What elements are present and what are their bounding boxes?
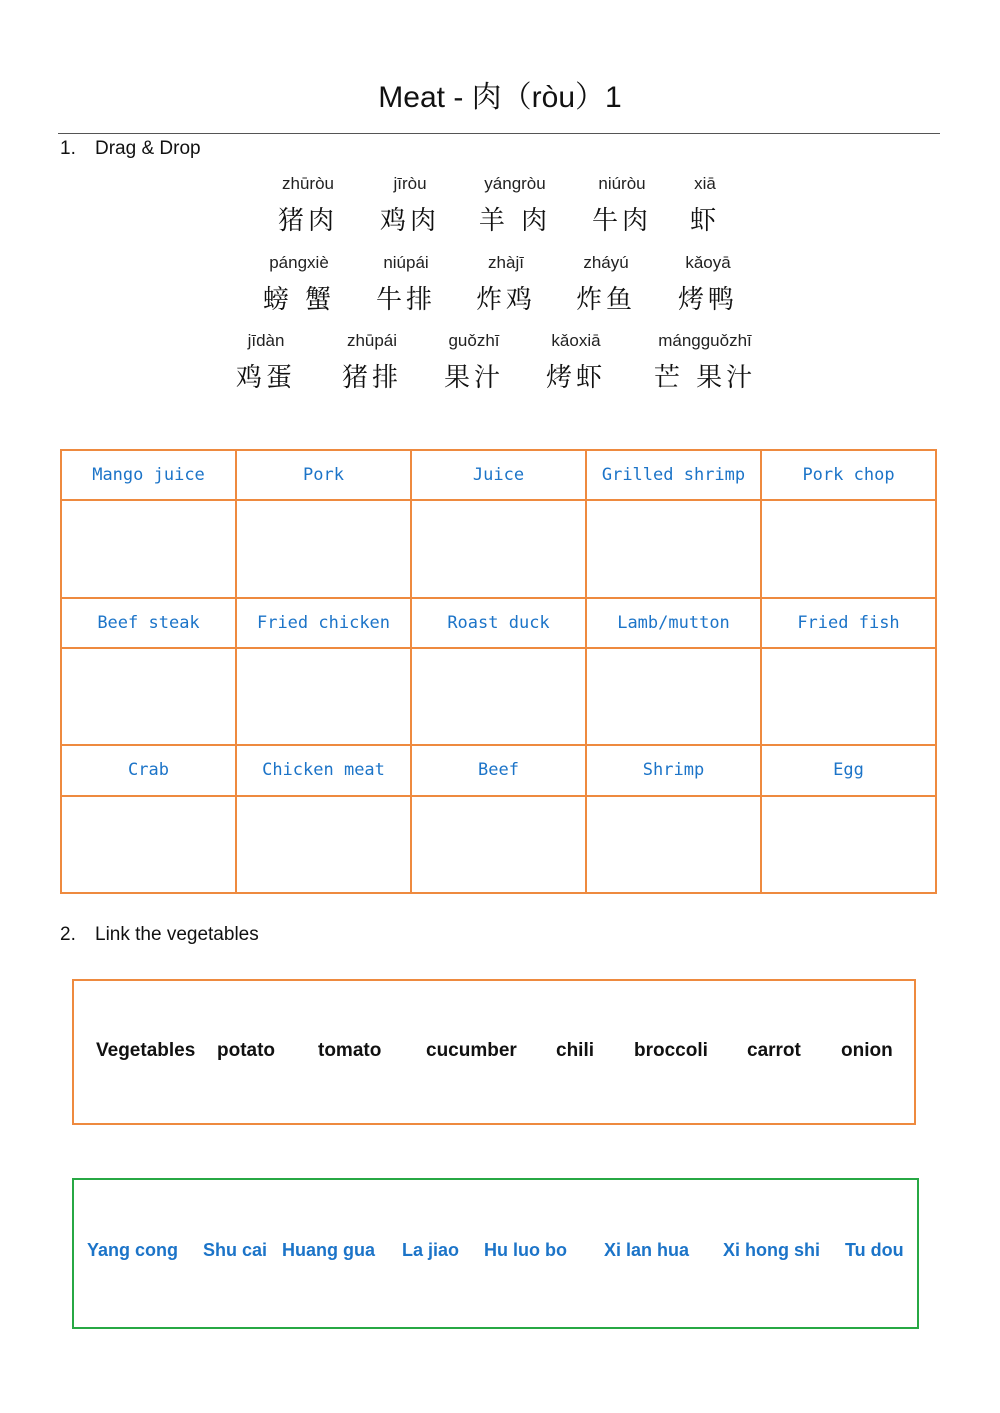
vegetable-item[interactable]: onion: [841, 1040, 893, 1061]
word-card[interactable]: [228, 331, 304, 394]
word-card[interactable]: [256, 253, 342, 316]
drop-zone[interactable]: [761, 796, 936, 893]
grid-drop-row: [61, 796, 936, 893]
vegetable-item[interactable]: potato: [217, 1040, 276, 1061]
word-hanzi: 螃 蟹: [262, 285, 336, 315]
word-card[interactable]: [334, 331, 410, 394]
word-hanzi: 炸鸡: [475, 285, 536, 315]
word-hanzi: 烤虾: [545, 363, 606, 393]
drop-zone[interactable]: [61, 796, 236, 893]
pinyin-option[interactable]: Hu luo bo: [484, 1240, 567, 1260]
grid-label-cell: [236, 450, 411, 500]
grid-label-row: [61, 598, 936, 648]
word-hanzi: 羊 肉: [478, 206, 552, 236]
word-pinyin: guǒzhī: [448, 331, 500, 350]
drop-zone[interactable]: [761, 500, 936, 597]
pinyin-option[interactable]: Xi hong shi: [723, 1240, 820, 1260]
grid-label: Pork: [303, 465, 344, 486]
drop-zone[interactable]: [61, 648, 236, 745]
section-label: Link the vegetables: [95, 924, 259, 945]
pinyin-option[interactable]: Shu cai: [203, 1240, 268, 1260]
grid-label: Shrimp: [642, 760, 705, 781]
word-card[interactable]: [468, 253, 544, 316]
section-number: 2.: [60, 924, 76, 945]
word-pinyin: mángguǒzhī: [658, 331, 752, 350]
grid-label-cell: [411, 450, 586, 500]
drop-zone[interactable]: [236, 796, 411, 893]
vegetables-heading: Vegetables: [96, 1040, 196, 1061]
section-1-heading: [60, 138, 201, 160]
word-card[interactable]: [538, 331, 614, 394]
grid-label: Mango juice: [92, 465, 205, 486]
word-pinyin: xiā: [694, 174, 716, 193]
vegetable-item[interactable]: chili: [556, 1040, 595, 1061]
pinyin-options-row: [72, 1240, 919, 1264]
grid-label-cell: [761, 745, 936, 795]
grid-label-cell: [236, 598, 411, 648]
word-pinyin: kǎoxiā: [551, 331, 601, 350]
word-hanzi: 猪肉: [277, 206, 338, 236]
word-pinyin: jīròu: [393, 174, 427, 193]
word-hanzi: 鸡肉: [379, 206, 440, 236]
pinyin-option[interactable]: Huang gua: [282, 1240, 375, 1260]
drop-zone[interactable]: [61, 500, 236, 597]
grid-label-row: [61, 450, 936, 500]
grid-label: Fried fish: [797, 612, 900, 633]
grid-label-cell: [761, 450, 936, 500]
word-pinyin: zhàjī: [488, 253, 524, 272]
vegetable-item[interactable]: cucumber: [426, 1040, 517, 1061]
word-card[interactable]: [668, 253, 748, 316]
pinyin-option[interactable]: Yang cong: [87, 1240, 179, 1260]
grid-label: Chicken meat: [262, 760, 385, 781]
word-card[interactable]: [436, 331, 512, 394]
vegetable-item[interactable]: tomato: [318, 1040, 382, 1061]
word-hanzi: 牛排: [375, 285, 436, 315]
grid-label: Roast duck: [447, 612, 550, 633]
title-divider: [58, 133, 940, 134]
grid-label-cell: [761, 598, 936, 648]
grid-label: Fried chicken: [256, 612, 391, 633]
grid-label-cell: [61, 745, 236, 795]
drop-grid: [60, 449, 937, 894]
word-pinyin: yángròu: [484, 174, 546, 193]
grid-label: Beef steak: [97, 612, 200, 633]
grid-label-cell: [411, 598, 586, 648]
word-card[interactable]: [474, 174, 556, 237]
word-hanzi: 猪排: [341, 363, 402, 393]
grid-drop-row: [61, 648, 936, 745]
word-card[interactable]: [368, 253, 444, 316]
word-pinyin: zhūpái: [346, 331, 398, 350]
grid-label: Pork chop: [802, 465, 895, 486]
word-pinyin: kǎoyā: [685, 253, 731, 272]
grid-label: Beef: [478, 760, 519, 781]
section-number: 1.: [60, 138, 76, 159]
word-pinyin: zhūròu: [282, 174, 334, 193]
word-card[interactable]: [566, 253, 646, 316]
pinyin-option[interactable]: Xi lan hua: [604, 1240, 690, 1260]
word-pinyin: niúròu: [598, 174, 646, 193]
page-title: Meat - 肉（ròu）1: [378, 81, 622, 114]
section-label: Drag & Drop: [95, 138, 201, 159]
drop-zone[interactable]: [586, 500, 761, 597]
grid-drop-row: [61, 500, 936, 597]
word-card[interactable]: [584, 174, 660, 237]
grid-label: Crab: [128, 760, 169, 781]
vegetable-item[interactable]: carrot: [747, 1040, 801, 1061]
pinyin-option[interactable]: Tu dou: [845, 1240, 904, 1260]
vegetable-item[interactable]: broccoli: [634, 1040, 708, 1061]
section-2-heading: [60, 924, 259, 946]
grid-label: Grilled shrimp: [601, 465, 746, 486]
drop-zone[interactable]: [236, 500, 411, 597]
word-hanzi: 果汁: [443, 363, 504, 393]
word-hanzi: 牛肉: [591, 206, 652, 236]
drop-zone[interactable]: [586, 796, 761, 893]
word-card[interactable]: [372, 174, 448, 237]
pinyin-option[interactable]: La jiao: [402, 1240, 460, 1260]
grid-label: Juice: [472, 465, 525, 486]
grid-label-cell: [586, 450, 761, 500]
word-hanzi: 芒 果汁: [653, 363, 757, 393]
grid-label-cell: [236, 745, 411, 795]
grid-label-cell: [586, 598, 761, 648]
word-pinyin: pángxiè: [269, 253, 329, 272]
grid-label: Egg: [833, 760, 864, 781]
grid-label-cell: [61, 450, 236, 500]
grid-label-cell: [61, 598, 236, 648]
word-pinyin: zháyú: [583, 253, 629, 272]
word-hanzi: 鸡蛋: [235, 363, 296, 393]
drop-zone[interactable]: [411, 648, 586, 745]
word-hanzi: 烤鸭: [677, 285, 738, 315]
word-card[interactable]: [680, 174, 730, 237]
drop-zone[interactable]: [586, 648, 761, 745]
word-pinyin: niúpái: [383, 253, 429, 272]
word-pinyin: jīdàn: [247, 331, 285, 350]
drop-zone[interactable]: [236, 648, 411, 745]
grid-label-cell: [586, 745, 761, 795]
drop-zone[interactable]: [761, 648, 936, 745]
drop-zone[interactable]: [411, 796, 586, 893]
word-hanzi: 虾: [689, 206, 720, 236]
drop-zone[interactable]: [411, 500, 586, 597]
grid-label: Lamb/mutton: [617, 612, 730, 633]
word-card[interactable]: [270, 174, 346, 237]
word-card[interactable]: [640, 331, 770, 394]
grid-label-cell: [411, 745, 586, 795]
grid-label-row: [61, 745, 936, 795]
vegetables-row: [72, 1040, 916, 1064]
word-hanzi: 炸鱼: [575, 285, 636, 315]
